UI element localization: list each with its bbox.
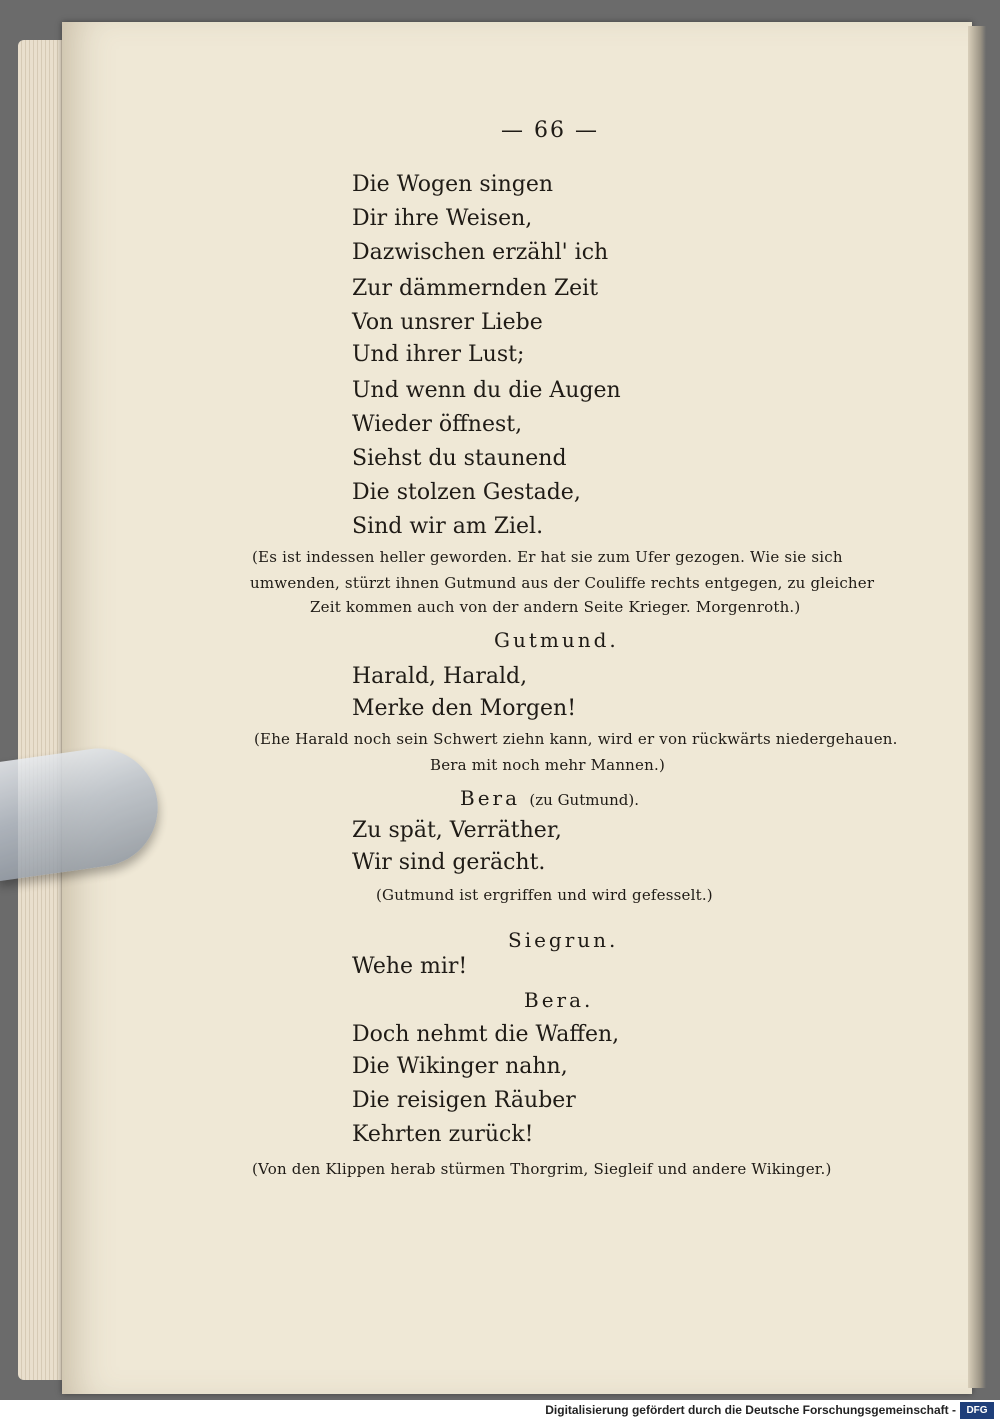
verse-line: Und ihrer Lust; — [352, 342, 525, 367]
verse-line: Merke den Morgen! — [352, 696, 577, 721]
stage-direction: umwenden, stürzt ihnen Gutmund aus der Couliffe rechts entgegen, zu gleicher — [250, 574, 875, 592]
verse-line: Die reisigen Räuber — [352, 1088, 576, 1113]
verse-line: Die stolzen Gestade, — [352, 480, 581, 505]
verse-line: Wir sind gerächt. — [352, 850, 546, 875]
page-number: — 66 — — [501, 118, 599, 143]
verse-line: Siehst du staunend — [352, 446, 567, 471]
stage-direction: (Ehe Harald noch sein Schwert ziehn kann, wird er von rückwärts niedergehauen. — [254, 730, 898, 748]
verse-line: Die Wogen singen — [352, 172, 554, 197]
stage-direction: (Es ist indessen heller geworden. Er hat sie zum Ufer gezogen. Wie sie sich — [252, 548, 843, 566]
speaker-name-label: Bera — [460, 786, 521, 810]
speaker-aside: (zu Gutmund). — [529, 791, 640, 809]
verse-line: Dir ihre Weisen, — [352, 206, 533, 231]
verse-line: Zur dämmernden Zeit — [352, 276, 599, 301]
stage-direction: Bera mit noch mehr Mannen.) — [430, 756, 665, 774]
verse-line: Doch nehmt die Waffen, — [352, 1022, 620, 1047]
speaker-name: Gutmund. — [494, 628, 619, 652]
speaker-name — [460, 786, 639, 810]
dfg-logo: DFG — [960, 1402, 994, 1419]
stage-direction: (Von den Klippen herab stürmen Thorgrim, Siegleif und andere Wikinger.) — [252, 1160, 832, 1178]
verse-line: Die Wikinger nahn, — [352, 1054, 568, 1079]
footer-bar — [0, 1400, 1000, 1422]
verse-line: Zu spät, Verräther, — [352, 818, 562, 843]
speaker-name: Siegrun. — [508, 928, 619, 952]
verse-line: Sind wir am Ziel. — [352, 514, 544, 539]
stage-direction: (Gutmund ist ergriffen und wird gefesselt.) — [376, 886, 713, 904]
speaker-name: Bera. — [524, 988, 594, 1012]
verse-line: Kehrten zurück! — [352, 1122, 534, 1147]
verse-line: Harald, Harald, — [352, 664, 528, 689]
verse-line: Von unsrer Liebe — [352, 310, 543, 335]
verse-line: Dazwischen erzähl' ich — [352, 240, 609, 265]
stage-direction: Zeit kommen auch von der andern Seite Krieger. Morgenroth.) — [310, 598, 801, 616]
verse-line: Wieder öffnest, — [352, 412, 523, 437]
funding-note: Digitalisierung gefördert durch die Deutsche Forschungsgemeinschaft - — [545, 1403, 956, 1417]
verse-line: Wehe mir! — [352, 954, 468, 979]
verse-line: Und wenn du die Augen — [352, 378, 621, 403]
